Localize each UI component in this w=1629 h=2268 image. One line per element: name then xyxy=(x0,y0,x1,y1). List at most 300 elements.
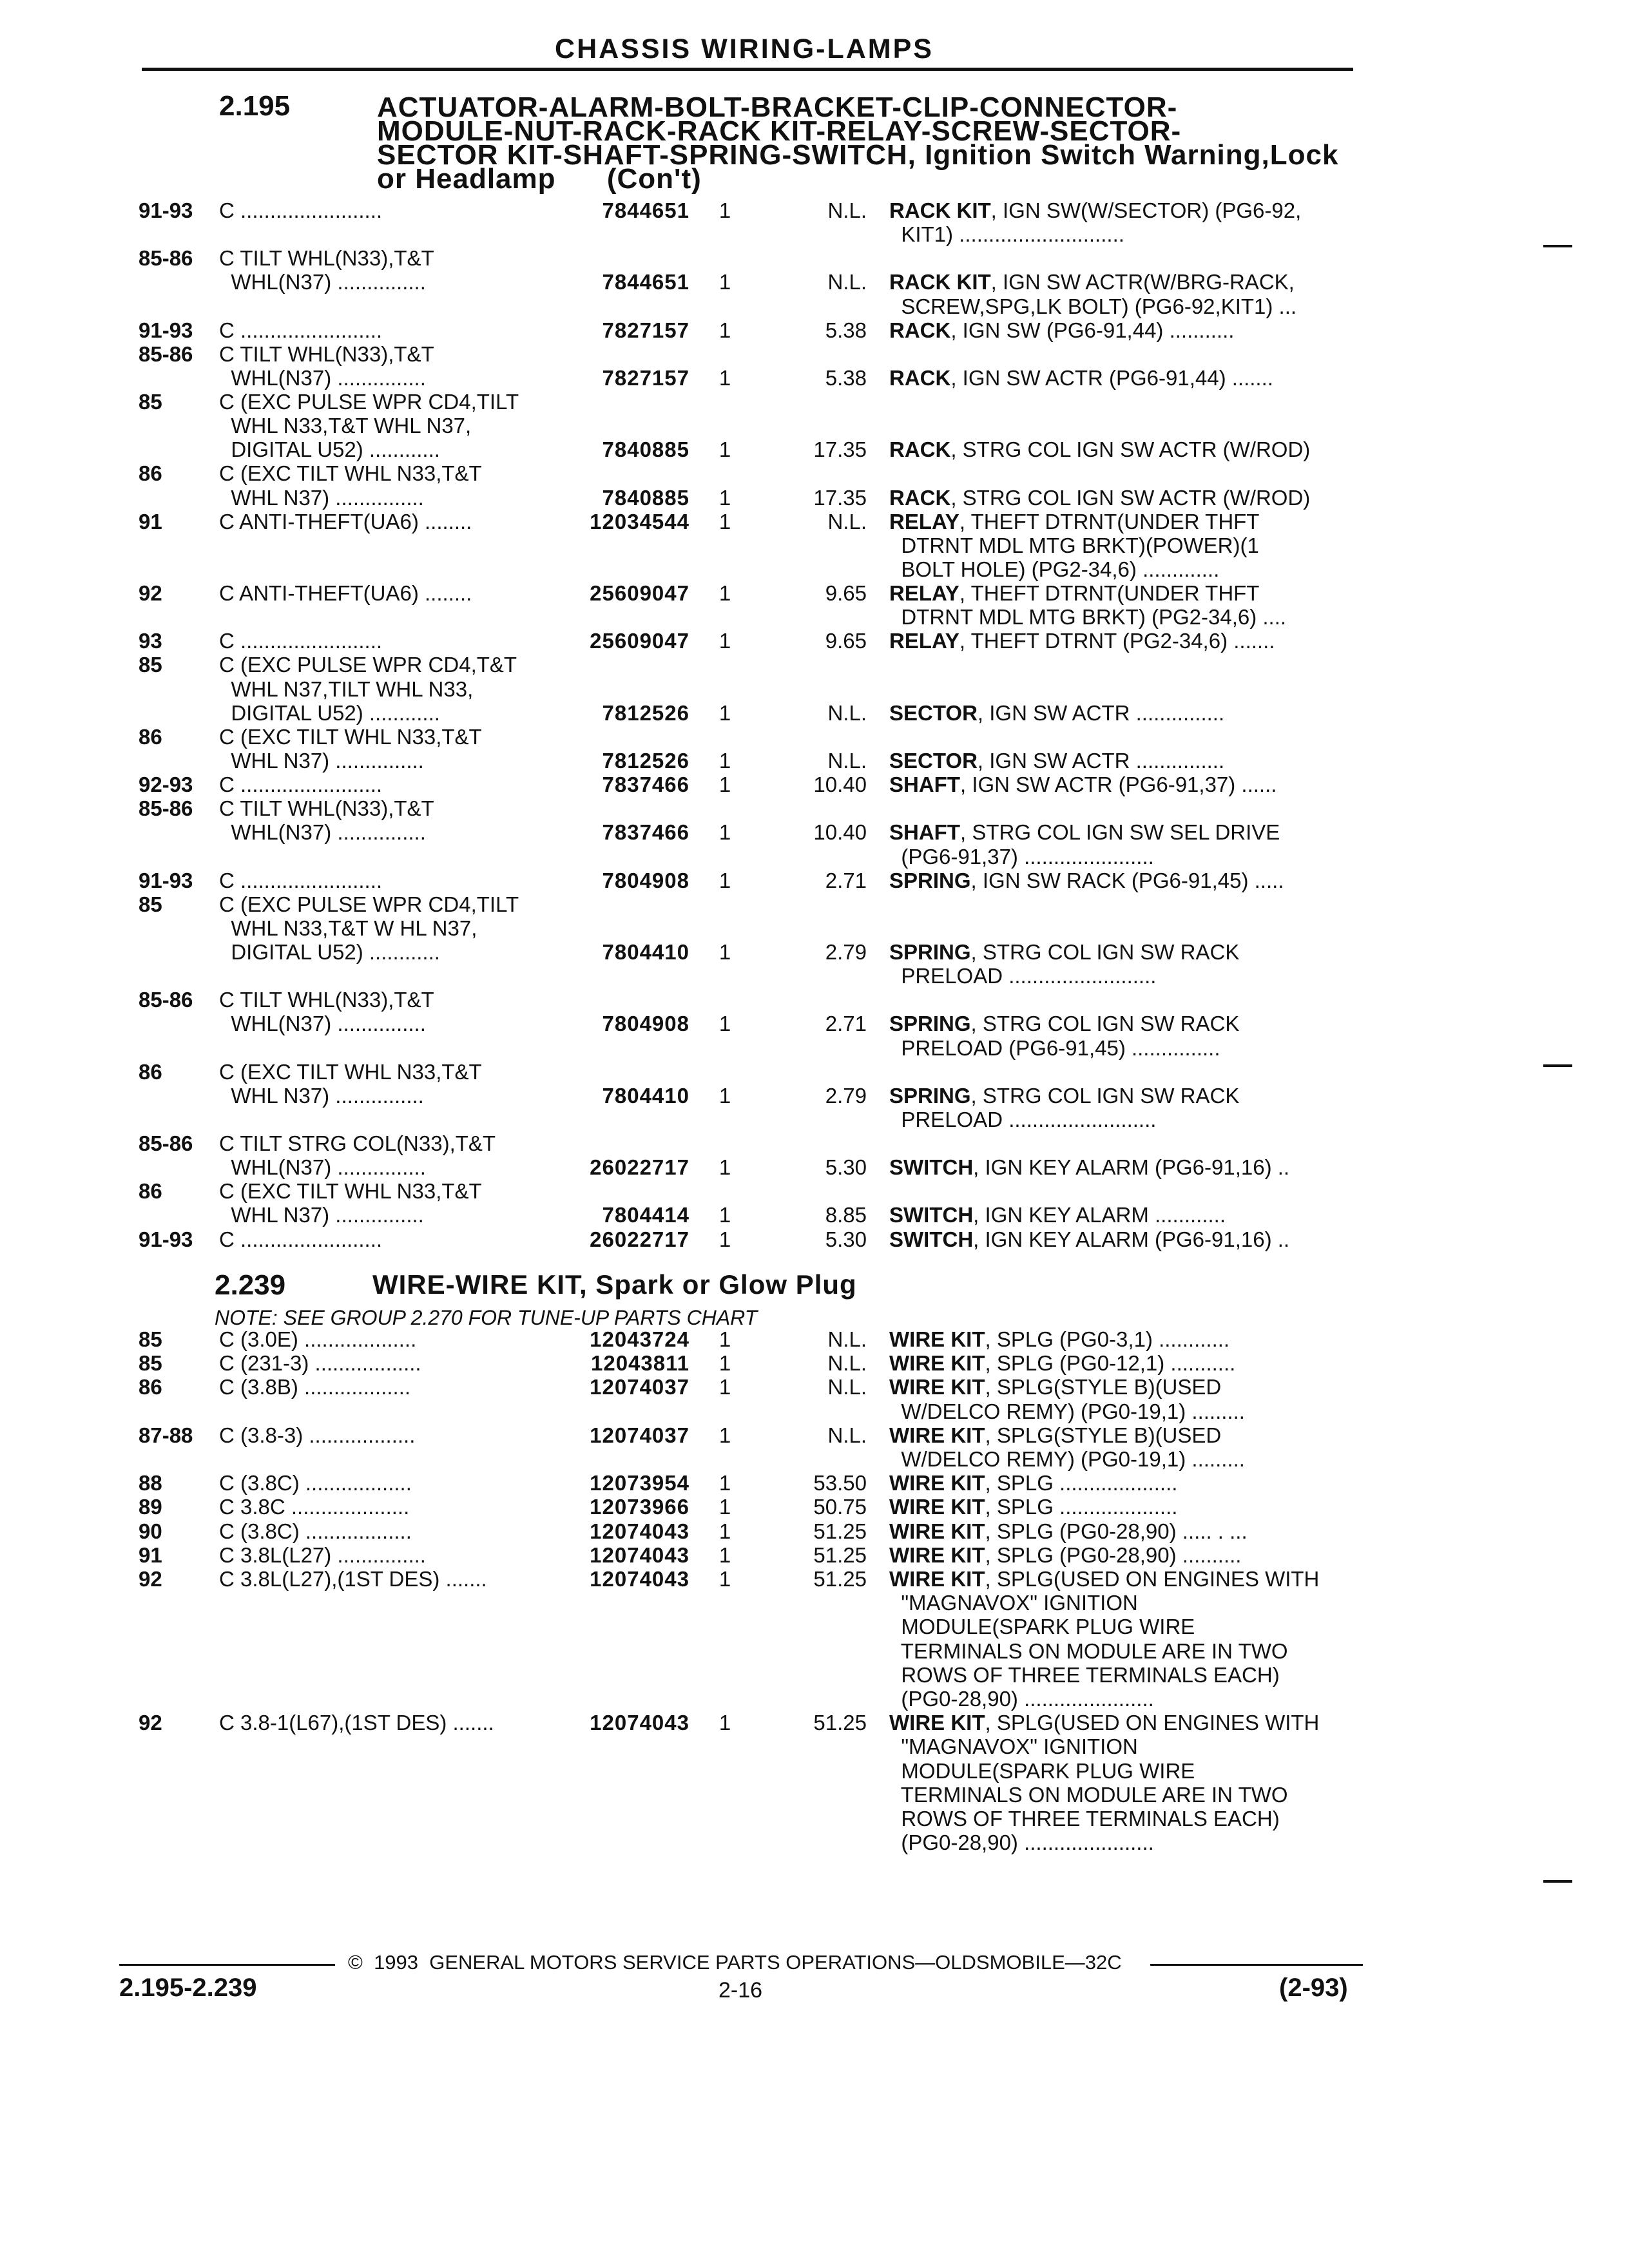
usage-description: C ........................ xyxy=(219,773,383,797)
quantity: 1 xyxy=(718,700,731,725)
price: 5.38 xyxy=(825,365,867,390)
part-name xyxy=(889,557,1356,581)
table-row xyxy=(0,1783,1629,1807)
part-name-detail: PRELOAD (PG6-91,45) ............... xyxy=(889,1035,1220,1060)
table-row xyxy=(0,1687,1629,1711)
usage-description: C ........................ xyxy=(219,318,383,342)
part-name-detail: , IGN SW (PG6-91,44) ........... xyxy=(950,318,1235,342)
model-year: 85-86 xyxy=(139,246,193,271)
usage-description: C (EXC TILT WHL N33,T&T xyxy=(219,1059,482,1084)
usage-description: C ........................ xyxy=(219,1227,383,1251)
table-row xyxy=(0,773,1629,796)
usage-description: DIGITAL U52) ............ xyxy=(219,700,440,725)
usage-description: C 3.8-1(L67),(1ST DES) ....... xyxy=(219,1711,494,1735)
part-name-detail: ROWS OF THREE TERMINALS EACH) xyxy=(889,1807,1280,1831)
model-year: 90 xyxy=(139,1519,162,1543)
part-number: 7837466 xyxy=(602,820,689,845)
part-name xyxy=(889,1615,1356,1639)
part-name xyxy=(889,318,1356,342)
quantity: 1 xyxy=(718,1471,731,1495)
table-row xyxy=(0,1759,1629,1783)
part-name-detail: , STRG COL IGN SW ACTR (W/ROD) xyxy=(950,485,1311,510)
table-row xyxy=(0,1060,1629,1084)
part-number: 12043724 xyxy=(590,1327,689,1351)
model-year: 85 xyxy=(139,892,162,916)
margin-mark xyxy=(1543,1064,1572,1067)
part-name xyxy=(889,701,1356,725)
part-name xyxy=(889,1759,1356,1783)
part-name xyxy=(889,1639,1356,1663)
table-row xyxy=(0,892,1629,916)
part-name-detail: , SPLG (PG0-28,90) .......... xyxy=(985,1542,1242,1567)
table-row xyxy=(0,1711,1629,1735)
price: 50.75 xyxy=(813,1495,867,1519)
table-row xyxy=(0,342,1629,366)
part-name-detail: BOLT HOLE) (PG2-34,6) ............. xyxy=(889,557,1220,581)
price: 51.25 xyxy=(813,1542,867,1567)
part-name-keyword: SPRING xyxy=(889,1012,971,1036)
part-name xyxy=(889,533,1356,557)
footer-copyright: © 1993 GENERAL MOTORS SERVICE PARTS OPERATIONS—OLDSMOBILE—32C xyxy=(348,1951,1122,1974)
part-name-keyword: RELAY xyxy=(889,581,959,606)
table-row xyxy=(0,820,1629,844)
quantity: 1 xyxy=(718,1375,731,1399)
part-name xyxy=(889,1687,1356,1711)
usage-description: WHL(N37) ............... xyxy=(219,820,426,845)
table-row xyxy=(0,1543,1629,1567)
quantity: 1 xyxy=(718,198,731,222)
part-name-detail: , STRG COL IGN SW SEL DRIVE xyxy=(960,820,1280,845)
part-name-keyword: WIRE KIT xyxy=(889,1375,985,1399)
part-name xyxy=(889,437,1356,461)
usage-description: WHL(N37) ............... xyxy=(219,365,426,390)
part-name-keyword: SWITCH xyxy=(889,1155,974,1180)
part-name xyxy=(889,773,1356,796)
part-name-keyword: RACK KIT xyxy=(889,198,991,222)
table-row xyxy=(0,1155,1629,1179)
table-row xyxy=(0,1375,1629,1399)
part-number: 12073966 xyxy=(590,1495,689,1519)
price: 5.30 xyxy=(825,1155,867,1180)
part-name-detail: , IGN SW RACK (PG6-91,45) ..... xyxy=(970,868,1284,892)
part-name-detail: , SPLG(STYLE B)(USED xyxy=(985,1423,1222,1447)
table-row xyxy=(0,1108,1629,1131)
part-name xyxy=(889,820,1356,844)
price: N.L. xyxy=(827,1327,867,1351)
section-title-line: MODULE-NUT-RACK-RACK KIT-RELAY-SCREW-SECTOR- xyxy=(377,115,1182,147)
usage-description: WHL(N37) ............... xyxy=(219,1155,426,1180)
section-title-line: ACTUATOR-ALARM-BOLT-BRACKET-CLIP-CONNECTOR- xyxy=(377,91,1178,123)
table-row xyxy=(0,246,1629,270)
part-name-keyword: SHAFT xyxy=(889,773,960,797)
quantity: 1 xyxy=(718,509,731,533)
table-row xyxy=(0,629,1629,653)
part-name-detail: , SPLG(STYLE B)(USED xyxy=(985,1375,1222,1399)
section-title-2-239: WIRE-WIRE KIT, Spark or Glow Plug xyxy=(372,1269,857,1300)
part-name-detail: DTRNT MDL MTG BRKT)(POWER)(1 xyxy=(889,533,1259,557)
part-name-detail: , SPLG .................... xyxy=(985,1471,1178,1495)
part-name-detail: MODULE(SPARK PLUG WIRE xyxy=(889,1615,1195,1639)
part-name xyxy=(889,581,1356,605)
part-name-detail: , STRG COL IGN SW RACK xyxy=(970,1012,1240,1036)
section-number-2-195: 2.195 xyxy=(219,90,291,122)
model-year: 86 xyxy=(139,1375,162,1399)
part-name-keyword: SPRING xyxy=(889,868,971,892)
table-row xyxy=(0,988,1629,1012)
usage-description: DIGITAL U52) ............ xyxy=(219,437,440,462)
price: N.L. xyxy=(827,1351,867,1376)
part-number: 7812526 xyxy=(602,748,689,773)
part-number: 7804410 xyxy=(602,1083,689,1108)
part-name-keyword: RACK xyxy=(889,318,951,342)
part-name-detail: TERMINALS ON MODULE ARE IN TWO xyxy=(889,1782,1288,1807)
table-row xyxy=(0,222,1629,246)
table-row xyxy=(0,366,1629,390)
part-name-keyword: RELAY xyxy=(889,509,959,533)
part-name xyxy=(889,294,1356,318)
model-year: 85 xyxy=(139,390,162,414)
usage-description: C 3.8C .................... xyxy=(219,1495,410,1519)
price: 2.71 xyxy=(825,868,867,892)
quantity: 1 xyxy=(718,773,731,797)
part-name-detail: PRELOAD ......................... xyxy=(889,1107,1157,1131)
part-number: 12074043 xyxy=(590,1542,689,1567)
part-name-detail: (PG6-91,37) ...................... xyxy=(889,844,1154,869)
table-row xyxy=(0,653,1629,677)
part-name-detail: DTRNT MDL MTG BRKT) (PG2-34,6) .... xyxy=(889,605,1287,629)
part-name xyxy=(889,845,1356,869)
table-row xyxy=(0,198,1629,222)
usage-description: C ........................ xyxy=(219,198,383,222)
part-name xyxy=(889,1567,1356,1591)
table-row xyxy=(0,1495,1629,1519)
part-number: 12074037 xyxy=(590,1375,689,1399)
part-number: 25609047 xyxy=(590,629,689,653)
part-number: 7804908 xyxy=(602,868,689,892)
footer-section-range: 2.195-2.239 xyxy=(119,1974,257,2002)
part-number: 7804414 xyxy=(602,1203,689,1227)
part-name-detail: , SPLG(USED ON ENGINES WITH xyxy=(985,1567,1320,1591)
model-year: 92-93 xyxy=(139,773,193,797)
section-title-2-195 xyxy=(377,91,1339,195)
part-number: 12074043 xyxy=(590,1711,689,1735)
usage-description: C TILT STRG COL(N33),T&T xyxy=(219,1131,496,1156)
quantity: 1 xyxy=(718,1083,731,1108)
table-row xyxy=(0,1179,1629,1203)
price: 2.79 xyxy=(825,940,867,965)
part-name-keyword: WIRE KIT xyxy=(889,1519,985,1543)
price: 10.40 xyxy=(813,820,867,845)
margin-mark xyxy=(1543,245,1572,247)
part-number: 7840885 xyxy=(602,485,689,510)
part-name-detail: (PG0-28,90) ...................... xyxy=(889,1831,1154,1855)
usage-description: C TILT WHL(N33),T&T xyxy=(219,988,434,1012)
quantity: 1 xyxy=(718,1423,731,1447)
price: 9.65 xyxy=(825,581,867,606)
part-name xyxy=(889,1084,1356,1108)
part-name xyxy=(889,270,1356,294)
table-row xyxy=(0,486,1629,510)
table-row xyxy=(0,1203,1629,1227)
table-row xyxy=(0,437,1629,461)
section-number-2-239: 2.239 xyxy=(215,1269,286,1301)
part-name-keyword: WIRE KIT xyxy=(889,1351,985,1376)
part-name-detail: KIT1) ............................ xyxy=(889,222,1124,247)
model-year: 85-86 xyxy=(139,341,193,366)
part-name-keyword: RELAY xyxy=(889,629,959,653)
part-name xyxy=(889,1447,1356,1471)
usage-description: C (3.8C) .................. xyxy=(219,1471,412,1495)
quantity: 1 xyxy=(718,1012,731,1036)
part-name-keyword: WIRE KIT xyxy=(889,1327,985,1351)
model-year: 87-88 xyxy=(139,1423,193,1447)
part-name-detail: PRELOAD ......................... xyxy=(889,964,1157,988)
model-year: 91-93 xyxy=(139,1227,193,1251)
model-year: 85 xyxy=(139,653,162,677)
model-year: 92 xyxy=(139,581,162,606)
usage-description: C (3.0E) ................... xyxy=(219,1327,417,1351)
part-number: 7840885 xyxy=(602,437,689,462)
part-number: 7844651 xyxy=(602,270,689,294)
part-name-detail: , IGN KEY ALARM (PG6-91,16) .. xyxy=(973,1155,1290,1180)
price: 51.25 xyxy=(813,1711,867,1735)
quantity: 1 xyxy=(718,1155,731,1180)
quantity: 1 xyxy=(718,1519,731,1543)
part-name-detail: , IGN SW ACTR (PG6-91,37) ...... xyxy=(960,773,1277,797)
model-year: 92 xyxy=(139,1711,162,1735)
table-row xyxy=(0,557,1629,581)
part-number: 7827157 xyxy=(602,365,689,390)
part-number: 26022717 xyxy=(590,1155,689,1180)
quantity: 1 xyxy=(718,1495,731,1519)
price: N.L. xyxy=(827,1423,867,1447)
table-row xyxy=(0,1227,1629,1251)
part-name-keyword: WIRE KIT xyxy=(889,1423,985,1447)
price: N.L. xyxy=(827,198,867,222)
footer-date-code: (2-93) xyxy=(1279,1974,1348,2002)
model-year: 91-93 xyxy=(139,868,193,892)
model-year: 85 xyxy=(139,1327,162,1351)
part-name-detail: "MAGNAVOX" IGNITION xyxy=(889,1735,1138,1759)
table-row xyxy=(0,294,1629,318)
model-year: 92 xyxy=(139,1567,162,1591)
part-number: 7837466 xyxy=(602,773,689,797)
part-name-detail: (PG0-28,90) ...................... xyxy=(889,1687,1154,1711)
part-number: 12034544 xyxy=(590,509,689,533)
margin-mark xyxy=(1543,1880,1572,1883)
model-year: 85-86 xyxy=(139,988,193,1012)
part-name xyxy=(889,605,1356,629)
quantity: 1 xyxy=(718,365,731,390)
quantity: 1 xyxy=(718,270,731,294)
price: 5.38 xyxy=(825,318,867,342)
part-name xyxy=(889,198,1356,222)
part-name-keyword: SHAFT xyxy=(889,820,960,845)
table-row xyxy=(0,1735,1629,1758)
quantity: 1 xyxy=(718,1351,731,1376)
table-row xyxy=(0,414,1629,437)
quantity: 1 xyxy=(718,1711,731,1735)
part-name-detail: , IGN SW(W/SECTOR) (PG6-92, xyxy=(990,198,1302,222)
table-row xyxy=(0,1131,1629,1155)
usage-description: C TILT WHL(N33),T&T xyxy=(219,246,434,271)
quantity: 1 xyxy=(718,868,731,892)
part-name-keyword: WIRE KIT xyxy=(889,1471,985,1495)
footer-rule-left xyxy=(119,1964,335,1966)
usage-description: WHL N33,T&T WHL N37, xyxy=(219,414,472,438)
price: N.L. xyxy=(827,700,867,725)
part-name-detail: SCREW,SPG,LK BOLT) (PG6-92,KIT1) ... xyxy=(889,294,1297,318)
table-row xyxy=(0,701,1629,725)
part-number: 7827157 xyxy=(602,318,689,342)
usage-description: WHL N37,TILT WHL N33, xyxy=(219,677,474,701)
table-row xyxy=(0,677,1629,701)
price: 9.65 xyxy=(825,629,867,653)
part-number: 12074037 xyxy=(590,1423,689,1447)
part-name-keyword: RACK xyxy=(889,437,951,462)
usage-description: C ........................ xyxy=(219,629,383,653)
part-name-detail: , IGN SW ACTR ............... xyxy=(977,700,1225,725)
usage-description: C TILT WHL(N33),T&T xyxy=(219,796,434,821)
model-year: 85-86 xyxy=(139,1131,193,1156)
price: N.L. xyxy=(827,509,867,533)
usage-description: WHL N33,T&T W HL N37, xyxy=(219,916,477,940)
part-name-detail: , IGN SW ACTR (PG6-91,44) ....... xyxy=(950,365,1273,390)
table-row xyxy=(0,1567,1629,1591)
quantity: 1 xyxy=(718,1227,731,1251)
part-name-detail: MODULE(SPARK PLUG WIRE xyxy=(889,1758,1195,1783)
table-row xyxy=(0,1591,1629,1615)
part-name-detail: , SPLG .................... xyxy=(985,1495,1178,1519)
model-year: 86 xyxy=(139,1059,162,1084)
part-name xyxy=(889,1735,1356,1758)
quantity: 1 xyxy=(718,1327,731,1351)
table-row xyxy=(0,796,1629,820)
part-number: 12043811 xyxy=(590,1351,689,1376)
table-row xyxy=(0,533,1629,557)
table-row xyxy=(0,1327,1629,1351)
table-row xyxy=(0,916,1629,940)
price: 53.50 xyxy=(813,1471,867,1495)
part-name-detail: , IGN KEY ALARM ............ xyxy=(973,1203,1226,1227)
quantity: 1 xyxy=(718,940,731,965)
part-name xyxy=(889,940,1356,964)
table-row xyxy=(0,749,1629,773)
part-name-detail: , STRG COL IGN SW RACK xyxy=(970,940,1240,965)
price: N.L. xyxy=(827,748,867,773)
part-name xyxy=(889,1471,1356,1495)
part-name-detail: , THEFT DTRNT(UNDER THFT xyxy=(959,509,1260,533)
table-row xyxy=(0,1012,1629,1035)
part-name xyxy=(889,1327,1356,1351)
table-row xyxy=(0,605,1629,629)
part-name xyxy=(889,1423,1356,1447)
part-name-keyword: SWITCH xyxy=(889,1227,974,1251)
price: 17.35 xyxy=(813,485,867,510)
part-name-keyword: SPRING xyxy=(889,1083,971,1108)
part-name xyxy=(889,486,1356,510)
quantity: 1 xyxy=(718,1567,731,1591)
usage-description: WHL N37) ............... xyxy=(219,1203,424,1227)
price: 51.25 xyxy=(813,1519,867,1543)
usage-description: WHL N37) ............... xyxy=(219,748,424,773)
table-row xyxy=(0,461,1629,485)
part-name xyxy=(889,629,1356,653)
model-year: 85-86 xyxy=(139,796,193,821)
table-row xyxy=(0,318,1629,342)
footer-page-number: 2-16 xyxy=(718,1978,763,2003)
price: 10.40 xyxy=(813,773,867,797)
table-row xyxy=(0,1423,1629,1447)
model-year: 85 xyxy=(139,1351,162,1376)
quantity: 1 xyxy=(718,629,731,653)
table-row xyxy=(0,964,1629,988)
part-name xyxy=(889,1783,1356,1807)
part-name-detail: , STRG COL IGN SW ACTR (W/ROD) xyxy=(950,437,1311,462)
usage-description: C (3.8B) .................. xyxy=(219,1375,411,1399)
part-name-keyword: RACK xyxy=(889,485,951,510)
part-name xyxy=(889,1203,1356,1227)
part-name xyxy=(889,1543,1356,1567)
usage-description: C 3.8L(L27),(1ST DES) ....... xyxy=(219,1567,487,1591)
table-row xyxy=(0,869,1629,892)
part-name-detail: W/DELCO REMY) (PG0-19,1) ......... xyxy=(889,1447,1245,1471)
part-number: 25609047 xyxy=(590,581,689,606)
quantity: 1 xyxy=(718,748,731,773)
part-name xyxy=(889,1663,1356,1687)
usage-description: WHL(N37) ............... xyxy=(219,1012,426,1036)
part-name xyxy=(889,1155,1356,1179)
usage-description: C ANTI-THEFT(UA6) ........ xyxy=(219,509,472,533)
part-name xyxy=(889,964,1356,988)
part-name xyxy=(889,1108,1356,1131)
model-year: 88 xyxy=(139,1471,162,1495)
part-name-keyword: WIRE KIT xyxy=(889,1711,985,1735)
header-rule xyxy=(142,68,1353,71)
part-name xyxy=(889,1495,1356,1519)
quantity: 1 xyxy=(718,485,731,510)
part-name-detail: , SPLG (PG0-12,1) ........... xyxy=(985,1351,1236,1376)
usage-description: C (EXC PULSE WPR CD4,T&T xyxy=(219,653,517,677)
model-year: 89 xyxy=(139,1495,162,1519)
part-name-keyword: RACK xyxy=(889,365,951,390)
table-row xyxy=(0,1399,1629,1423)
part-name-detail: , SPLG (PG0-3,1) ............ xyxy=(985,1327,1230,1351)
quantity: 1 xyxy=(718,820,731,845)
part-name-keyword: RACK KIT xyxy=(889,270,991,294)
part-name xyxy=(889,366,1356,390)
part-name xyxy=(889,222,1356,246)
price: 2.79 xyxy=(825,1083,867,1108)
quantity: 1 xyxy=(718,581,731,606)
usage-description: C (EXC TILT WHL N33,T&T xyxy=(219,724,482,749)
table-row xyxy=(0,940,1629,964)
model-year: 91 xyxy=(139,1542,162,1567)
part-number: 12074043 xyxy=(590,1567,689,1591)
part-number: 7804908 xyxy=(602,1012,689,1036)
footer-rule-right xyxy=(1150,1964,1363,1966)
part-name xyxy=(889,1807,1356,1831)
part-name xyxy=(889,1036,1356,1060)
table-row xyxy=(0,1447,1629,1471)
part-name-detail: , IGN KEY ALARM (PG6-91,16) .. xyxy=(973,1227,1290,1251)
usage-description: C TILT WHL(N33),T&T xyxy=(219,341,434,366)
table-row xyxy=(0,1663,1629,1687)
part-number: 12073954 xyxy=(590,1471,689,1495)
part-name xyxy=(889,749,1356,773)
usage-description: C (3.8-3) .................. xyxy=(219,1423,416,1447)
price: 51.25 xyxy=(813,1567,867,1591)
